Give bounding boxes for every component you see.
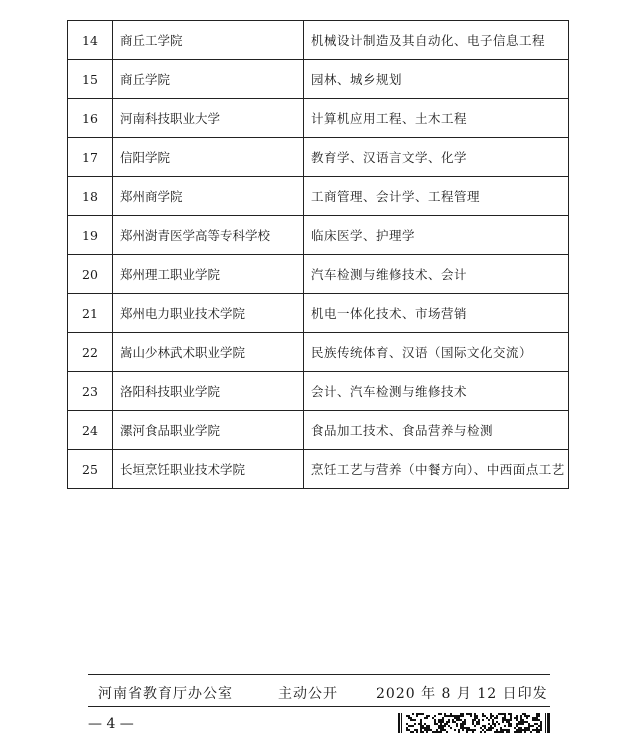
table-body bbox=[68, 21, 569, 489]
school-name: 河南科技职业大学 bbox=[113, 99, 304, 138]
major-list: 计算机应用工程、土木工程 bbox=[304, 99, 569, 138]
major-list: 机械设计制造及其自动化、电子信息工程 bbox=[304, 21, 569, 60]
school-name: 郑州澍青医学高等专科学校 bbox=[113, 216, 304, 255]
major-list: 工商管理、会计学、工程管理 bbox=[304, 177, 569, 216]
school-name: 漯河食品职业学院 bbox=[113, 411, 304, 450]
table-row bbox=[68, 372, 569, 411]
school-name: 商丘学院 bbox=[113, 60, 304, 99]
table-row bbox=[68, 21, 569, 60]
table-row bbox=[68, 138, 569, 177]
row-number: 17 bbox=[68, 138, 113, 177]
table-row bbox=[68, 294, 569, 333]
major-list: 教育学、汉语言文学、化学 bbox=[304, 138, 569, 177]
major-list: 机电一体化技术、市场营销 bbox=[304, 294, 569, 333]
row-number: 24 bbox=[68, 411, 113, 450]
school-name: 郑州电力职业技术学院 bbox=[113, 294, 304, 333]
page-number: — 4 — bbox=[88, 716, 134, 732]
disclosure-type: 主动公开 bbox=[278, 686, 338, 702]
footer-divider-bottom bbox=[88, 706, 550, 707]
major-list: 民族传统体育、汉语（国际文化交流） bbox=[304, 333, 569, 372]
school-name: 商丘工学院 bbox=[113, 21, 304, 60]
row-number: 23 bbox=[68, 372, 113, 411]
major-list: 汽车检测与维修技术、会计 bbox=[304, 255, 569, 294]
row-number: 22 bbox=[68, 333, 113, 372]
row-number: 25 bbox=[68, 450, 113, 489]
table-row bbox=[68, 333, 569, 372]
major-list: 临床医学、护理学 bbox=[304, 216, 569, 255]
row-number: 15 bbox=[68, 60, 113, 99]
print-date: 2020 年 8 月 12 日印发 bbox=[376, 686, 548, 702]
row-number: 16 bbox=[68, 99, 113, 138]
row-number: 19 bbox=[68, 216, 113, 255]
table-row bbox=[68, 177, 569, 216]
barcode-icon bbox=[398, 713, 550, 733]
table-row bbox=[68, 450, 569, 489]
table-row bbox=[68, 60, 569, 99]
major-list: 烹饪工艺与营养（中餐方向）、中西面点工艺 bbox=[304, 450, 569, 489]
school-name: 洛阳科技职业学院 bbox=[113, 372, 304, 411]
universities-table bbox=[67, 20, 569, 489]
table-row bbox=[68, 411, 569, 450]
table-row bbox=[68, 255, 569, 294]
major-list: 食品加工技术、食品营养与检测 bbox=[304, 411, 569, 450]
row-number: 18 bbox=[68, 177, 113, 216]
school-name: 郑州商学院 bbox=[113, 177, 304, 216]
row-number: 14 bbox=[68, 21, 113, 60]
table-row bbox=[68, 216, 569, 255]
school-name: 信阳学院 bbox=[113, 138, 304, 177]
school-name: 嵩山少林武术职业学院 bbox=[113, 333, 304, 372]
row-number: 20 bbox=[68, 255, 113, 294]
table-row bbox=[68, 99, 569, 138]
school-name: 郑州理工职业学院 bbox=[113, 255, 304, 294]
school-name: 长垣烹饪职业技术学院 bbox=[113, 450, 304, 489]
row-number: 21 bbox=[68, 294, 113, 333]
major-list: 园林、城乡规划 bbox=[304, 60, 569, 99]
issuing-office: 河南省教育厅办公室 bbox=[98, 686, 233, 702]
footer-divider-top bbox=[88, 674, 550, 675]
major-list: 会计、汽车检测与维修技术 bbox=[304, 372, 569, 411]
